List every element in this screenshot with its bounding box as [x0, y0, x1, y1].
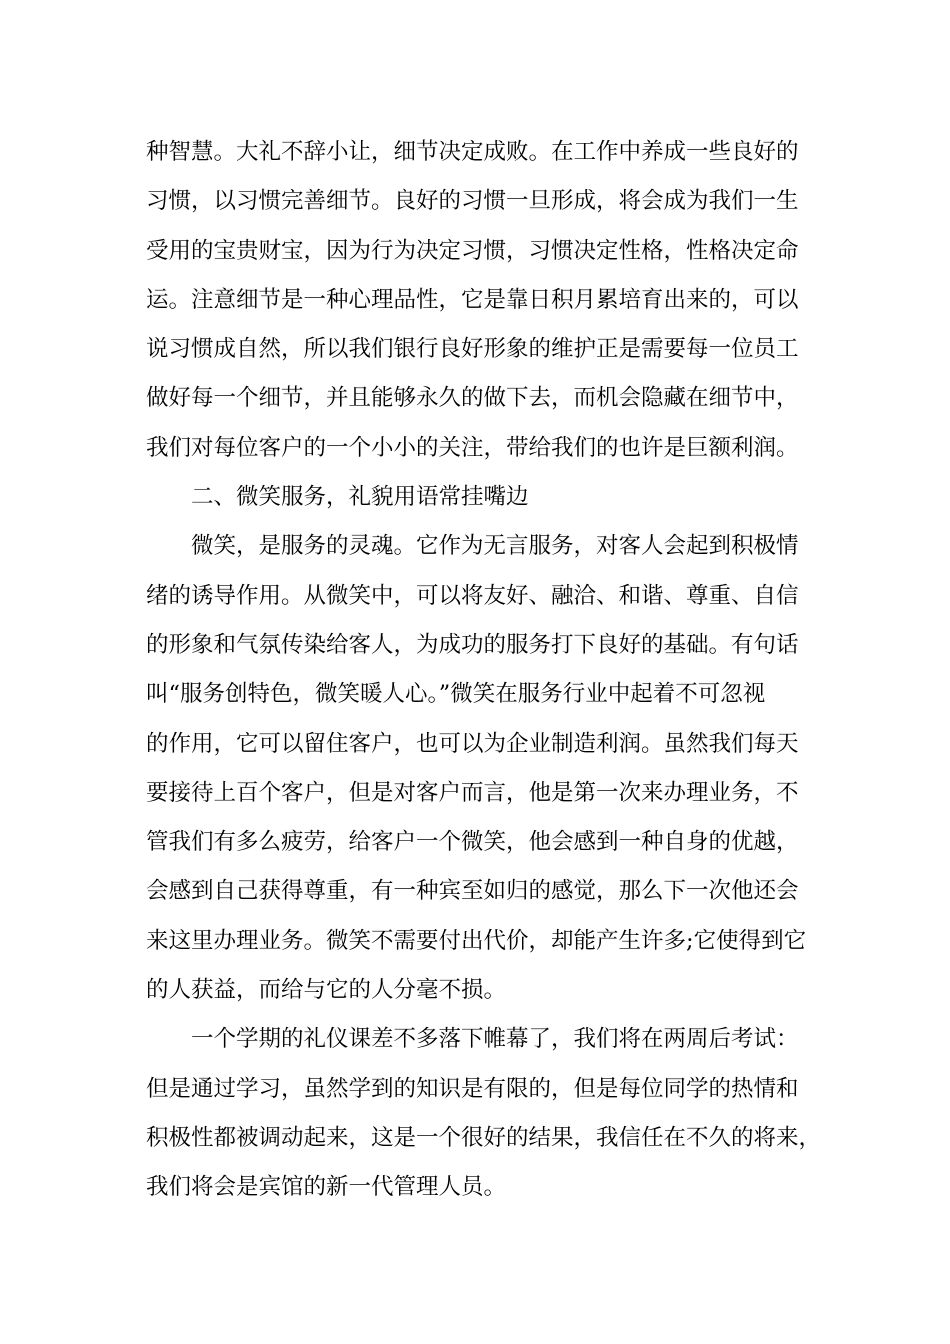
section-heading: 二、微笑服务，礼貌用语常挂嘴边	[191, 484, 529, 511]
text-line: 的作用，它可以留住客户，也可以为企业制造利润。虽然我们每天	[146, 730, 799, 757]
text-line: 但是通过学习，虽然学到的知识是有限的，但是每位同学的热情和	[146, 1075, 799, 1102]
text-line: 我们将会是宾馆的新一代管理人员。	[146, 1174, 507, 1201]
text-line: 绪的诱导作用。从微笑中，可以将友好、融洽、和谐、尊重、自信	[146, 582, 799, 609]
text-line: 做好每一个细节，并且能够永久的做下去，而机会隐藏在细节中，	[146, 385, 799, 412]
text-line: 要接待上百个客户，但是对客户而言，他是第一次来办理业务，不	[146, 779, 799, 806]
document-body	[146, 128, 836, 1213]
text-line: 积极性都被调动起来，这是一个很好的结果，我信任在不久的将来，	[146, 1124, 822, 1151]
text-line: 习惯，以习惯完善细节。良好的习惯一旦形成，将会成为我们一生	[146, 188, 799, 215]
text-line: 受用的宝贵财宝，因为行为决定习惯，习惯决定性格，性格决定命	[146, 237, 799, 264]
text-line: 会感到自己获得尊重，有一种宾至如归的感觉，那么下一次他还会	[146, 878, 799, 905]
text-line: 管我们有多么疲劳，给客户一个微笑，他会感到一种自身的优越，	[146, 829, 799, 856]
text-line: 的人获益，而给与它的人分毫不损。	[146, 977, 507, 1004]
text-line: 我们对每位客户的一个小小的关注，带给我们的也许是巨额利润。	[146, 434, 799, 461]
text-line: 运。注意细节是一种心理品性，它是靠日积月累培育出来的，可以	[146, 286, 799, 313]
text-line: 说习惯成自然，所以我们银行良好形象的维护正是需要每一位员工	[146, 336, 799, 363]
text-line: 种智慧。大礼不辞小让，细节决定成败。在工作中养成一些良好的	[146, 139, 799, 165]
text-line: 微笑，是服务的灵魂。它作为无言服务，对客人会起到积极情	[191, 533, 799, 560]
text-line: 的形象和气氛传染给客人，为成功的服务打下良好的基础。有句话	[146, 631, 799, 658]
text-line: 一个学期的礼仪课差不多落下帷幕了，我们将在两周后考试：	[191, 1026, 799, 1053]
text-line: 叫“服务创特色，微笑暖人心。”微笑在服务行业中起着不可忽视	[146, 681, 766, 708]
text-line: 来这里办理业务。微笑不需要付出代价，却能产生许多;它使得到它	[146, 927, 807, 954]
